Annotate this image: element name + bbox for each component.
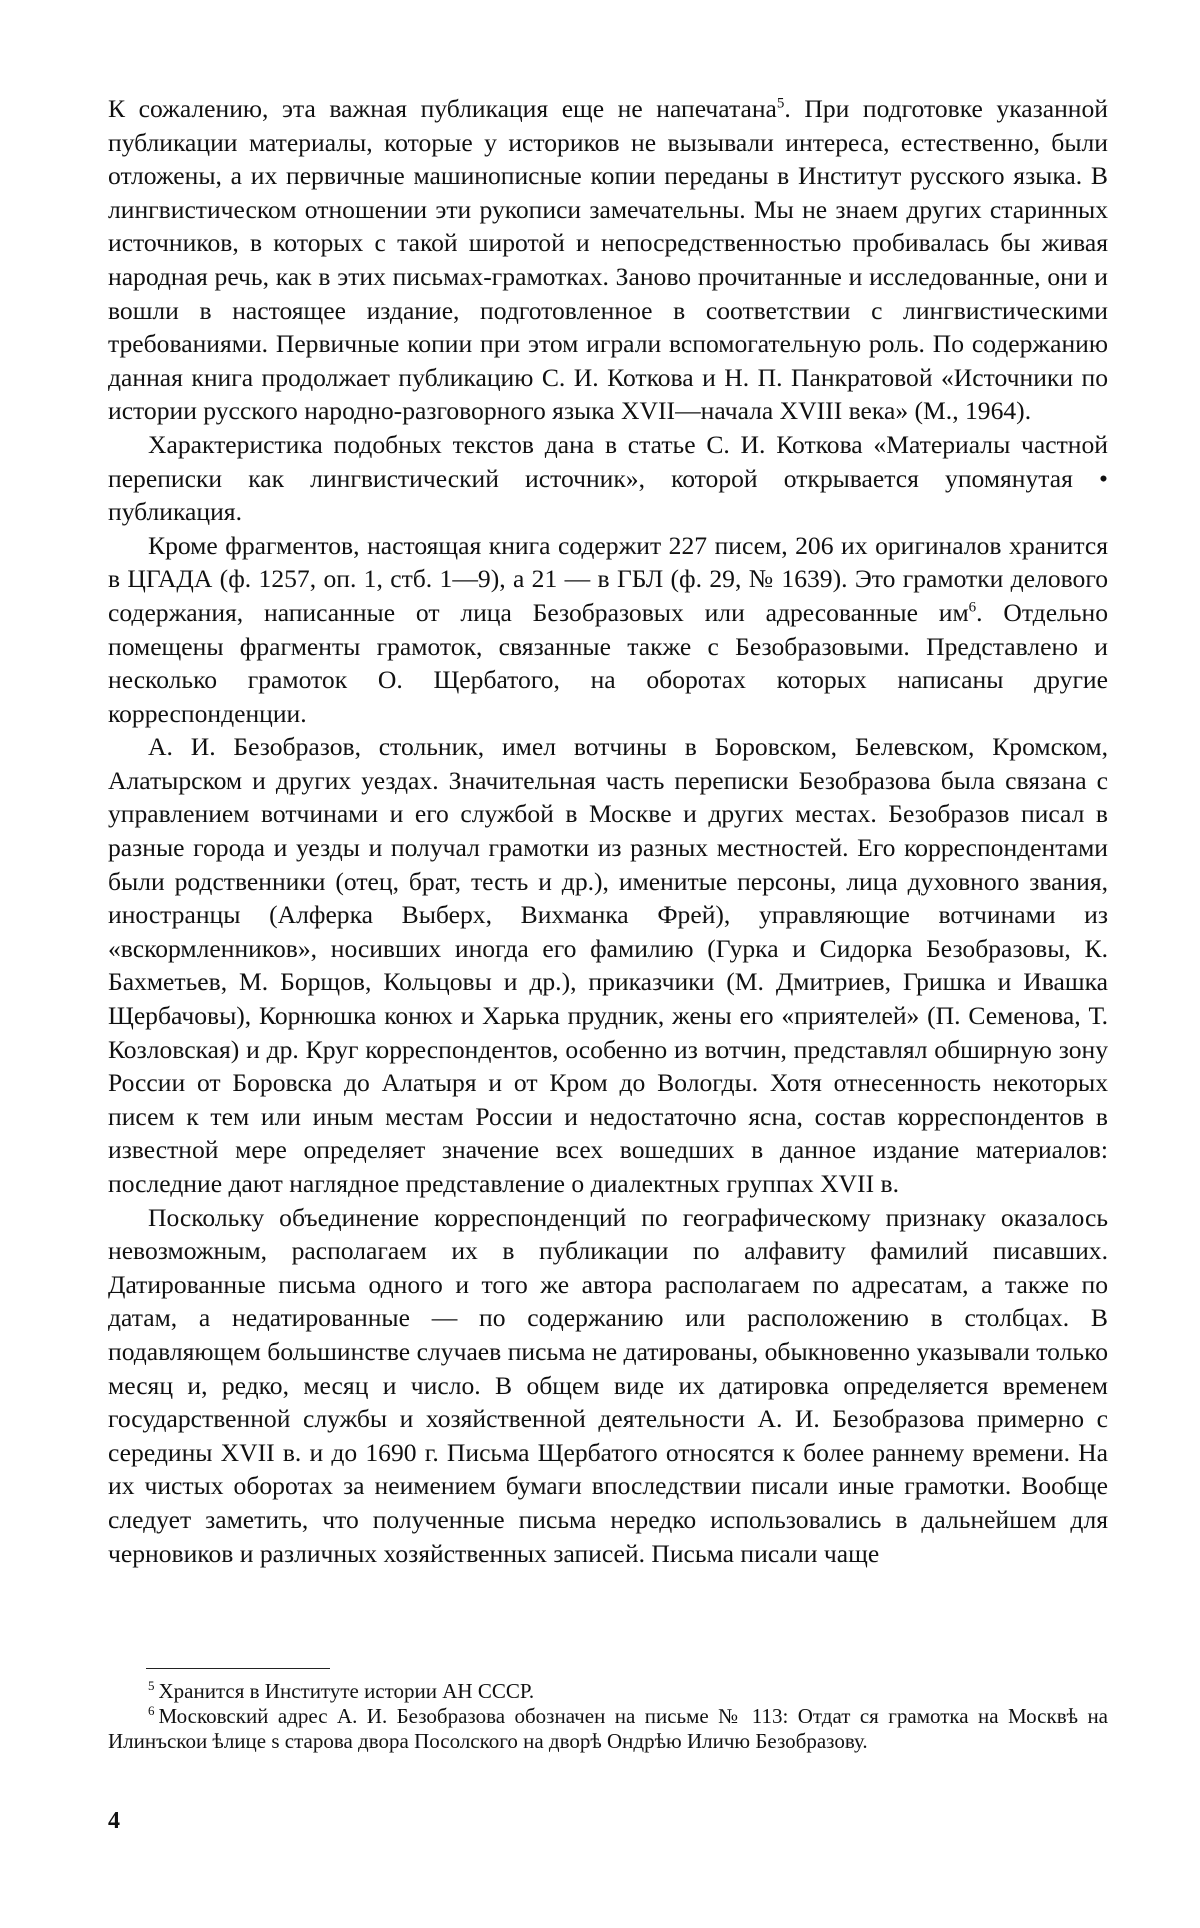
page-number: 4 bbox=[108, 1808, 120, 1834]
paragraph-4 bbox=[108, 730, 1108, 1200]
paragraph-3-text: Кроме фрагментов, настоящая книга содержит 227 писем, 206 их оригиналов хранится в ЦГАДА (ф. 1257, оп. 1, стб. 1—9), а 21 — в ГБЛ (ф. 29, № 1639). Это грамотки делового содержания, написанные от лица Безобразовых или адресованные им bbox=[108, 530, 1108, 627]
footnote-ref-5[interactable]: 5 bbox=[776, 95, 785, 112]
footnote-5 bbox=[108, 1679, 1108, 1704]
paragraph-4-text: А. И. Безобразов, стольник, имел вотчины в Боровском, Белевском, Кромском, Алатырском и других уездах. Значительная часть переписки Безобразова была связана с управлением вотчинами и его службой в Москве и других местах. Безобразов писал в разные города и уезды и получал грамотки из разных местностей. Его корреспондентами были родственники (отец, брат, тесть и др.), именитые персоны, лица духовного звания, иностранцы (Алферка Выберх, Вихманка Фрей), управляющие вотчинами из «вскормленников», носивших иногда его фамилию (Гурка и Сидорка Безобразовы, К. Бахметьев, М. Борщов, Кольцовы и др.), приказчики (М. Дмитриев, Гришка и Ивашка Щербачовы), Корнюшка конюх и Харька прудник, жены его «приятелей» (П. Семенова, Т. Козловская) и др. Круг корреспондентов, особенно из вотчин, представлял обширную зону России от Боровска до Алатыря и от Кром до Вологды. Хотя отнесенность некоторых писем к тем или иным местам России и недостаточно ясна, состав корреспондентов в известной мере определяет значение всех вошедших в данное издание материалов: последние дают наглядное представление о диалектных группах XVII в. bbox=[108, 732, 1108, 1198]
paragraph-5-text: Поскольку объединение корреспонденций по географическому признаку оказалось невозможным, располагаем их в публикации по алфавиту фамилий писавших. Датированные письма одного и того же автора располагаем по адресатам, а также по датам, а недатированные — по содержанию или расположению в столбцах. В подавляющем большинстве случаев письма не датированы, обыкновенно указывали только месяц и, редко, месяц и число. В общем виде их датировка определяется временем государственной службы и хозяйственной деятельности А. И. Безобразова примерно с середины XVII в. и до 1690 г. Письма Щербатого относятся к более раннему времени. На их чистых оборотах за неимением бумаги впоследствии писали иные грамотки. Вообще следует заметить, что полученные письма нередко использовались в дальнейшем для черновиков и различных хозяйственных записей. Письма писали чаще bbox=[108, 1202, 1108, 1568]
paragraph-1-text: К сожалению, эта важная публикация еще не напечатана bbox=[108, 94, 777, 123]
paragraph-3 bbox=[108, 529, 1108, 731]
paragraph-2-text: Характеристика подобных текстов дана в статье С. И. Коткова «Материалы частной переписки как лингвистический источник», которой открывается упомянутая • публикация. bbox=[108, 429, 1108, 527]
footnote-5-text: Хранится в Институте истории АН СССР. bbox=[158, 1679, 535, 1703]
footnote-5-marker: 5 bbox=[148, 1678, 155, 1693]
footnote-divider bbox=[146, 1668, 330, 1669]
document-page bbox=[108, 92, 1108, 1570]
footnote-6-text: Московский адрес А. И. Безобразова обозначен на письме № 113: Отдат ся грамотка на Москвѣ на Илинъскои ѣлице ѕ старова двора Посолского на дворѣ Ондрѣю Иличю Безобразову. bbox=[108, 1704, 1108, 1753]
footnotes bbox=[108, 1668, 1108, 1754]
paragraph-1-text-cont: . При подготовке указанной публикации материалы, которые у историков не вызывали интереса, естественно, были отложены, а их первичные машинописные копии переданы в Институт русского языка. В лингвистическом отношении эти рукописи замечательны. Мы не знаем других старинных источников, в которых с такой широтой и непосредственностью пробивалась бы живая народная речь, как в этих письмах-грамотках. Заново прочитанные и исследованные, они и вошли в настоящее издание, подготовленное в соответствии с лингвистическими требованиями. Первичные копии при этом играли вспомогательную роль. По содержанию данная книга продолжает публикацию С. И. Коткова и Н. П. Панкратовой «Источники по истории русского народно-разговорного языка XVII—начала XVIII века» (М., 1964). bbox=[108, 94, 1108, 426]
paragraph-3-text-cont: . Отдельно помещены фрагменты грамоток, связанные также с Безобразовыми. Представлено и несколько грамоток О. Щербатого, на оборотах которых написаны другие корреспонденции. bbox=[108, 597, 1109, 728]
footnote-6 bbox=[108, 1704, 1108, 1754]
paragraph-5 bbox=[108, 1201, 1108, 1571]
paragraph-1 bbox=[108, 92, 1108, 428]
footnote-6-marker: 6 bbox=[148, 1703, 155, 1718]
paragraph-2 bbox=[108, 428, 1108, 529]
footnote-ref-6[interactable]: 6 bbox=[968, 599, 977, 616]
